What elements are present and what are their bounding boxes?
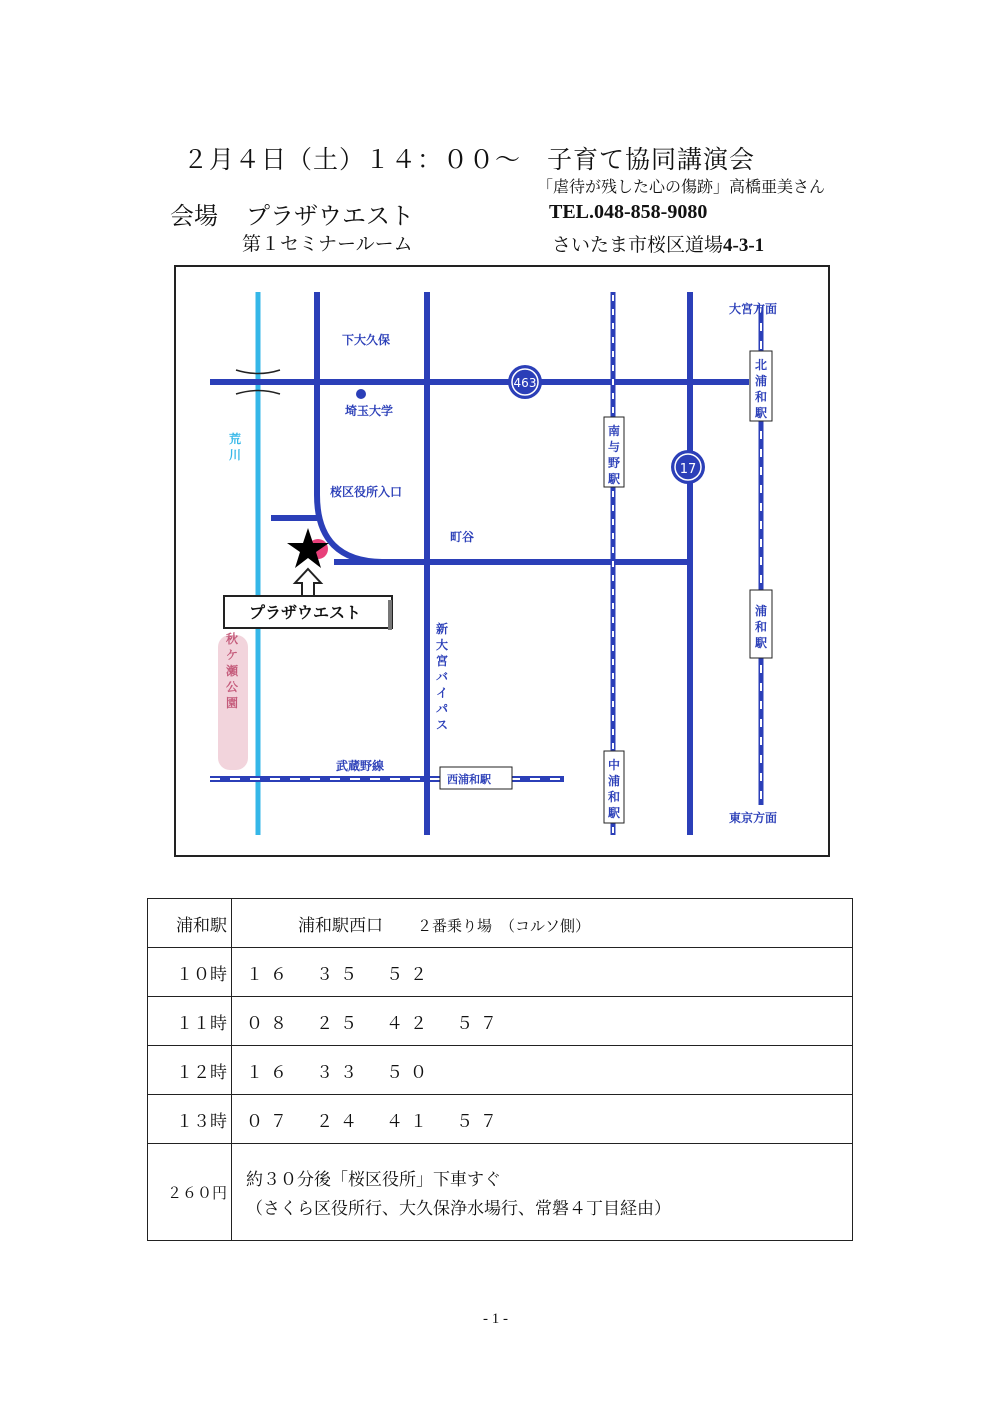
table-row (148, 948, 853, 997)
hour-cell: １１時 (148, 997, 232, 1046)
address-number: 4-3-1 (723, 235, 765, 256)
fare-note-line1: 約３０分後「桜区役所」下車すぐ (246, 1170, 501, 1190)
event-subtitle: 「虐待が残した心の傷跡」高橋亜美さん (537, 177, 826, 196)
label-naka-urawa: 中浦和駅 (607, 758, 621, 820)
hour-cell: １２時 (148, 1046, 232, 1095)
time-value: ０８ (246, 1013, 294, 1034)
bus-schedule-table (147, 898, 853, 1241)
time-value: ３５ (316, 964, 364, 985)
fare-note-line2: （さくら区役所行、大久保浄水場行、常磐４丁目経由） (246, 1199, 671, 1219)
time-value: １６ (246, 1062, 294, 1083)
header-platform: ２番乗り場 (417, 916, 493, 935)
time-value: ２５ (316, 1013, 364, 1034)
times-cell (232, 997, 853, 1046)
time-value: ５０ (386, 1062, 434, 1083)
times-cell (232, 1095, 853, 1144)
hour-cell: １３時 (148, 1095, 232, 1144)
fare-cell: ２６０円 (148, 1144, 232, 1241)
address-text: さいたま市桜区道場 (552, 234, 724, 256)
label-sakura-entrance: 桜区役所入口 (330, 485, 403, 499)
time-value: ４１ (386, 1111, 434, 1132)
label-minami-yono: 南与野駅 (607, 424, 621, 486)
time-value: ５７ (456, 1111, 504, 1132)
fare-note-cell (232, 1144, 853, 1241)
label-nishi-urawa: 西浦和駅 (447, 773, 491, 786)
label-akigase: 秋ケ瀬公園 (225, 632, 239, 710)
route-463-shield (508, 365, 542, 399)
time-value: ５２ (386, 964, 434, 985)
time-value: ０７ (246, 1111, 294, 1132)
hour-cell: １０時 (148, 948, 232, 997)
table-row (148, 1046, 853, 1095)
venue-name: プラザウエスト (246, 202, 414, 230)
route-17-shield (671, 450, 705, 484)
label-shimo-okubo: 下大久保 (342, 333, 391, 347)
table-row (148, 1095, 853, 1144)
header-note: （コルソ側） (500, 916, 591, 935)
venue-address (552, 230, 764, 257)
label-kita-urawa: 北浦和駅 (754, 358, 768, 420)
access-map (174, 265, 830, 857)
header-station: 浦和駅 (148, 899, 232, 948)
university-dot (356, 389, 366, 399)
label-musashino-line: 武蔵野線 (336, 759, 385, 773)
svg-text:463: 463 (513, 376, 537, 390)
times-cell (232, 1046, 853, 1095)
label-saitama-univ: 埼玉大学 (345, 404, 394, 418)
page-number: - 1 - (483, 1311, 508, 1327)
time-value: ４２ (386, 1013, 434, 1034)
label-arakawa: 荒川 (228, 432, 242, 462)
time-value: ５７ (456, 1013, 504, 1034)
fare-row (148, 1144, 853, 1241)
plaza-west-label: プラザウエスト (248, 603, 362, 622)
label-shin-omiya-bypass: 新大宮バイパス (435, 622, 449, 732)
table-row (148, 997, 853, 1046)
time-value: ３３ (316, 1062, 364, 1083)
header-stop-info (232, 899, 853, 948)
svg-text:17: 17 (679, 462, 697, 477)
venue-label: 会場 (170, 202, 218, 230)
time-value: ２４ (316, 1111, 364, 1132)
venue-phone: TEL.048-858-9080 (549, 201, 708, 223)
event-title: ２月４日（土）１４：００～ 子育て協同講演会 (183, 145, 756, 174)
label-machiya: 町谷 (450, 530, 475, 544)
label-omiya-dir: 大宮方面 (729, 302, 778, 316)
venue-room: 第１セミナールーム (242, 233, 413, 255)
schedule-header-row (148, 899, 853, 948)
time-value: １６ (246, 964, 294, 985)
label-tokyo-dir: 東京方面 (729, 811, 778, 825)
header-stop: 浦和駅西口 (298, 915, 383, 936)
label-urawa: 浦和駅 (754, 604, 768, 650)
times-cell (232, 948, 853, 997)
